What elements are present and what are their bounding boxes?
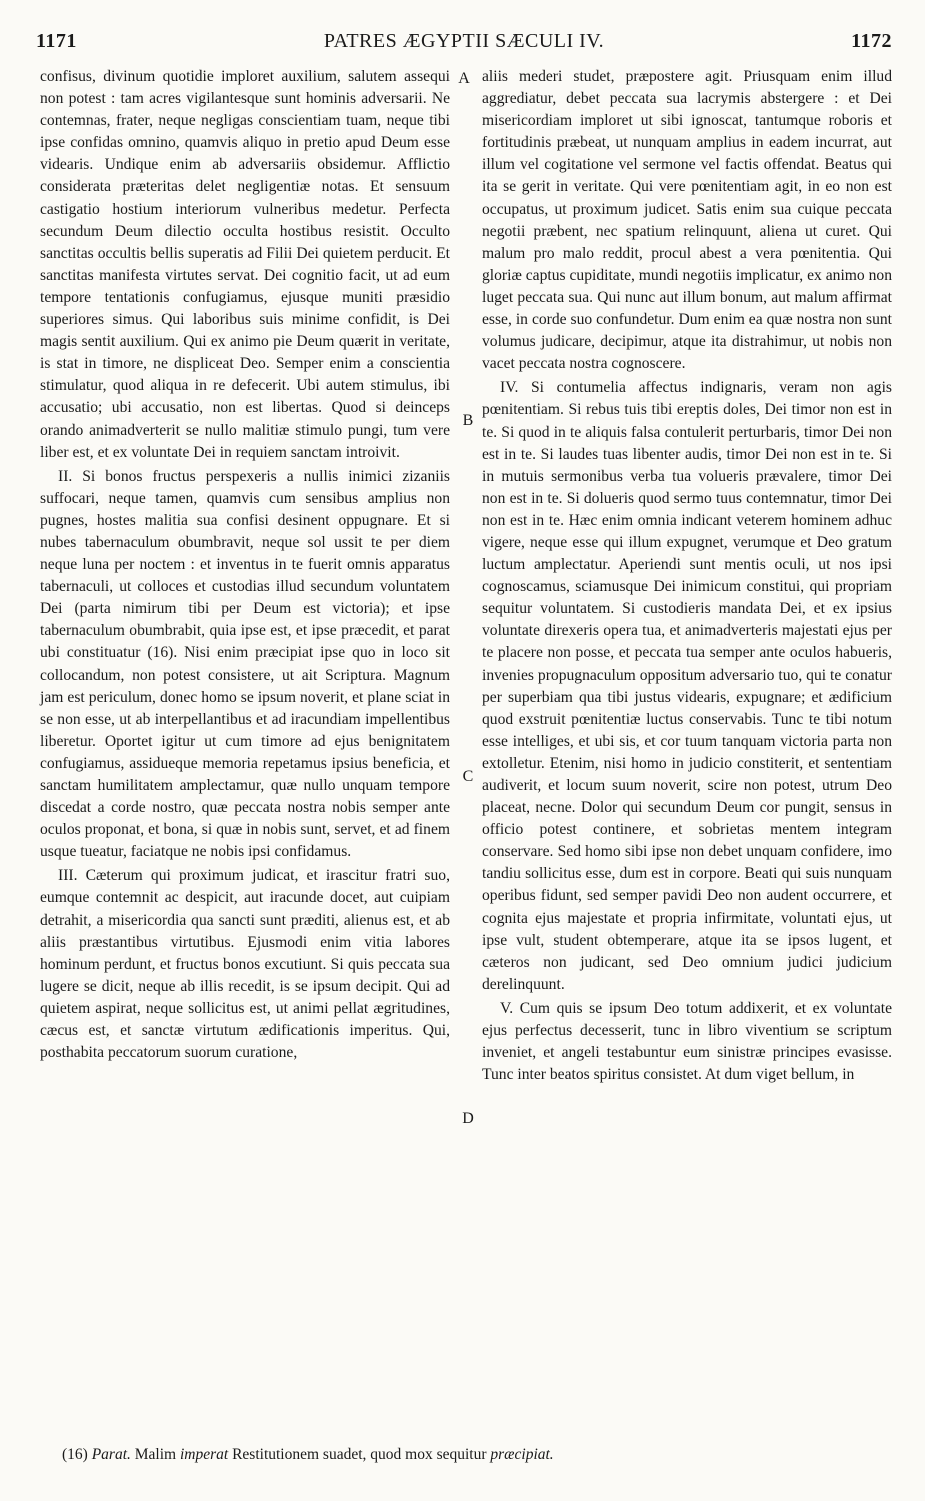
left-column bbox=[40, 66, 450, 1064]
footnote bbox=[62, 1446, 902, 1464]
left-paragraph-2: II. Si bonos fructus perspexeris a nullis inimici zizaniis suffocari, neque tamen, quamvis cum sensibus amplius non pugnes, hostes malitia sua confisi desinent oppugnare. Et si nubes tabernaculum obumbravit, neque sol ussit te per diem neque luna per noctem : et inventus in te fuerit omnis apparatus tabernaculi, ut colloces et custodias illud secundum voluntatem Dei (parta nimirum tibi per Deum est victoria); et ipse tabernaculum obumbrabit, quia ipse est, et ipse præcedit, et parat ubi constituatur (16). Nisi enim præcipiat ipse quo in loco sit collocandum, non potest consistere, ut ait Scriptura. Magnum jam est periculum, donec homo se ipsum noverit, et plane sciat in se non esse, ut ab interpellantibus et ad iracundiam impellentibus liberetur. Oportet igitur ut cum timore ad ejus benignitatem confugiamus, assidueque memoria repetamus ipsius beneficia, et sanctam humilitatem amplectamur, quæ nullo unquam tempore discedat a corde nostro, quæ peccata nostra nobis semper ante oculos proponat, et bona, si quæ in nobis sunt, servet, et ad finem usque tueatur, faciatque ne nobis ipsi confidamus. bbox=[40, 467, 450, 861]
right-column bbox=[482, 66, 892, 1086]
right-paragraph-2: IV. Si contumelia affectus indignaris, veram non agis pœnitentiam. Si rebus tuis tibi ereptis doles, Dei timor non est in te. Si quod in te aliquis falsa contulerit perturbaris, timor Dei non est in te. Si laudes tuas libenter audis, timor Dei non est in te. Si in mutuis sermonibus verba tua volueris prævalere, timor Dei non est in te. Si dolueris quod sermo tuus contemnatur, timor Dei non est in te. Hæc enim omnia indicant veterem hominem adhuc vigere, neque esse qui illum expugnet, verumque et Deo gratum luctum amplectatur. Aperiendi sunt mentis oculi, ut nos ipsi cognoscamus, sciamusque Dei inimicum constitui, qui propriam sequitur voluntatem. Si custodieris mandata Dei, et ex ipsius voluntate direxeris opera tua, et animadverteris majestati ejus per te placere non posse, et peccata tua semper ante oculos habueris, invenies propugnaculum oppositum adversario tuo, qui te conatur per superbiam qua tibi justus videaris, expugnare; et ædificium quod exstruit pœnitentiæ luctus conservabis. Tunc te tibi notum esse intelliges, et ubi sis, et cor tuum tanquam victoria parta non extolletur. Etenim, nisi homo in judicio constiterit, et sententiam audiverit, et locum suum noverit, scire non potest, utrum Deo placeat, necne. Dolor qui secundum Deum cor pungit, sensus in officio potest continere, et sobrietas mentem integram conservare. Sed homo sibi ipse non debet unquam confidere, imo tandiu sollicitus esse, dum est in corpore. Beati qui suis nunquam operibus fidunt, sed semper pavidi Deo non audent occurrere, et cognita ejus majestate et propria infirmitate, voluntati ejus, ut ipse vult, student obtemperare, atque ita se ipsos lugent, et cæteros non judicant, sed Deo omnium judici judicium derelinquunt. bbox=[482, 379, 892, 993]
right-page-number: 1172 bbox=[851, 30, 892, 52]
right-paragraph-1: aliis mederi studet, præpostere agit. Priusquam enim illud aggrediatur, debet peccata sua lacrymis abstergere : et Dei misericordiam imploret ut sibi ignoscat, tantumque roboris et fortitudinis præbeat, ut nunquam amplius in eadem incurrat, aut illum vel cogitatione vel sermone vel factis offendat. Beatus qui ita se gerit in veritate. Qui vere pœnitentiam agit, in eo non est occupatus, ut proximum judicet. Satis enim sua cuique peccata negotii præbent, nec spatium relinquunt, aliena ut curet. Qui malum pro malo reddit, procul abest a vera pœnitentia. Qui gloriæ captus cupiditate, mundi negotiis implicatur, ex animo non luget peccata sua. Qui nunc aut illum bonum, aut malum affirmat esse, in corde suo confundetur. Dum enim ea quæ nostra non sunt volumus judicare, decipimur, atque ita distrahimur, ut nobis non vacet peccata nostra cognoscere. bbox=[482, 68, 892, 373]
footnote-number: (16) bbox=[62, 1446, 88, 1463]
footnote-term-parat: Parat. bbox=[91, 1446, 131, 1463]
left-page-number: 1171 bbox=[36, 30, 77, 52]
left-paragraph-1: confisus, divinum quotidie imploret auxilium, salutem assequi non potest : tam acres vigilantesque sunt hominis adversarii. Ne contemnas, frater, neque negligas conscientiam tuam, neque tibi ipse confidas omnino, quamvis aliquo in pretio apud Deum esse videaris. Undique enim ab adversariis obsidemur. Afflictio considerata præteritas delet negligentiæ notas. Et sensuum castigatio hostium interiorum vulneribus medetur. Perfecta secundum Deum dilectio occulta hostibus resistit. Occulto sanctitas occultis bellis superatis ad Filii Dei quietem perducit. Et sanctitas manifesta virtutes servat. Dei cognitio facit, ut ad eum tempore tentationis confugiamus, ejusque muniti præsidio superiores simus. Qui laboribus suis minime confidit, is Dei magis sentit auxilium. Qui ex animo pie Deum quærit in veritate, is stat in timore, ne displiceat Deo. Semper enim a conscientia stimulatur, quod aliqua in re defecerit. Ubi autem stimulus, ibi accusatio; ubi accusatio, non est libertas. Quod si deinceps orando animadverterit se nullo malitiæ stimulo pungi, tum vere liber est, et ex voluntate Dei in requiem sanctam introivit. bbox=[40, 68, 450, 461]
margin-marker-c: C bbox=[462, 768, 474, 785]
margin-marker-a: A bbox=[458, 70, 470, 87]
footnote-text-malim: Malim bbox=[134, 1446, 177, 1463]
footnote-term-imperat: imperat bbox=[179, 1446, 229, 1463]
footnote-term-praecipiat: præcipiat. bbox=[490, 1446, 554, 1463]
left-paragraph-3: III. Cæterum qui proximum judicat, et irascitur fratri suo, eumque contemnit ac despicit, aut iracunde docet, aut cuipiam detrahit, a misericordia qua sancti sunt præditi, alienus est, et ab aliis præstantibus virtutibus. Ejusmodi enim vitia labores hominum perdunt, et fructus bonos excutiunt. Si quis peccata sua lugere se dicit, neque ab illis recedit, is se ipsum decipit. Qui ad quietem aspirat, neque sollicitus est, ut animi pellat ægritudines, cæcus est, et sanctæ virtutum ædificationis imperitus. Qui, posthabita peccatorum suorum curatione, bbox=[40, 867, 450, 1062]
right-paragraph-3: V. Cum quis se ipsum Deo totum addixerit, et ex voluntate ejus perfectus decesserit, tunc in libro viventium se scriptum inveniet, et angeli testabuntur eum sinistræ principes evasisse. Tunc inter beatos spiritus consistet. At dum viget bellum, in bbox=[482, 999, 892, 1084]
page-header bbox=[36, 30, 892, 60]
margin-marker-b: B bbox=[462, 412, 474, 429]
running-title: PATRES ÆGYPTII SÆCULI IV. bbox=[323, 30, 605, 52]
footnote-text-body: Restitutionem suadet, quod mox sequitur bbox=[232, 1446, 487, 1463]
margin-marker-d: D bbox=[462, 1110, 474, 1127]
